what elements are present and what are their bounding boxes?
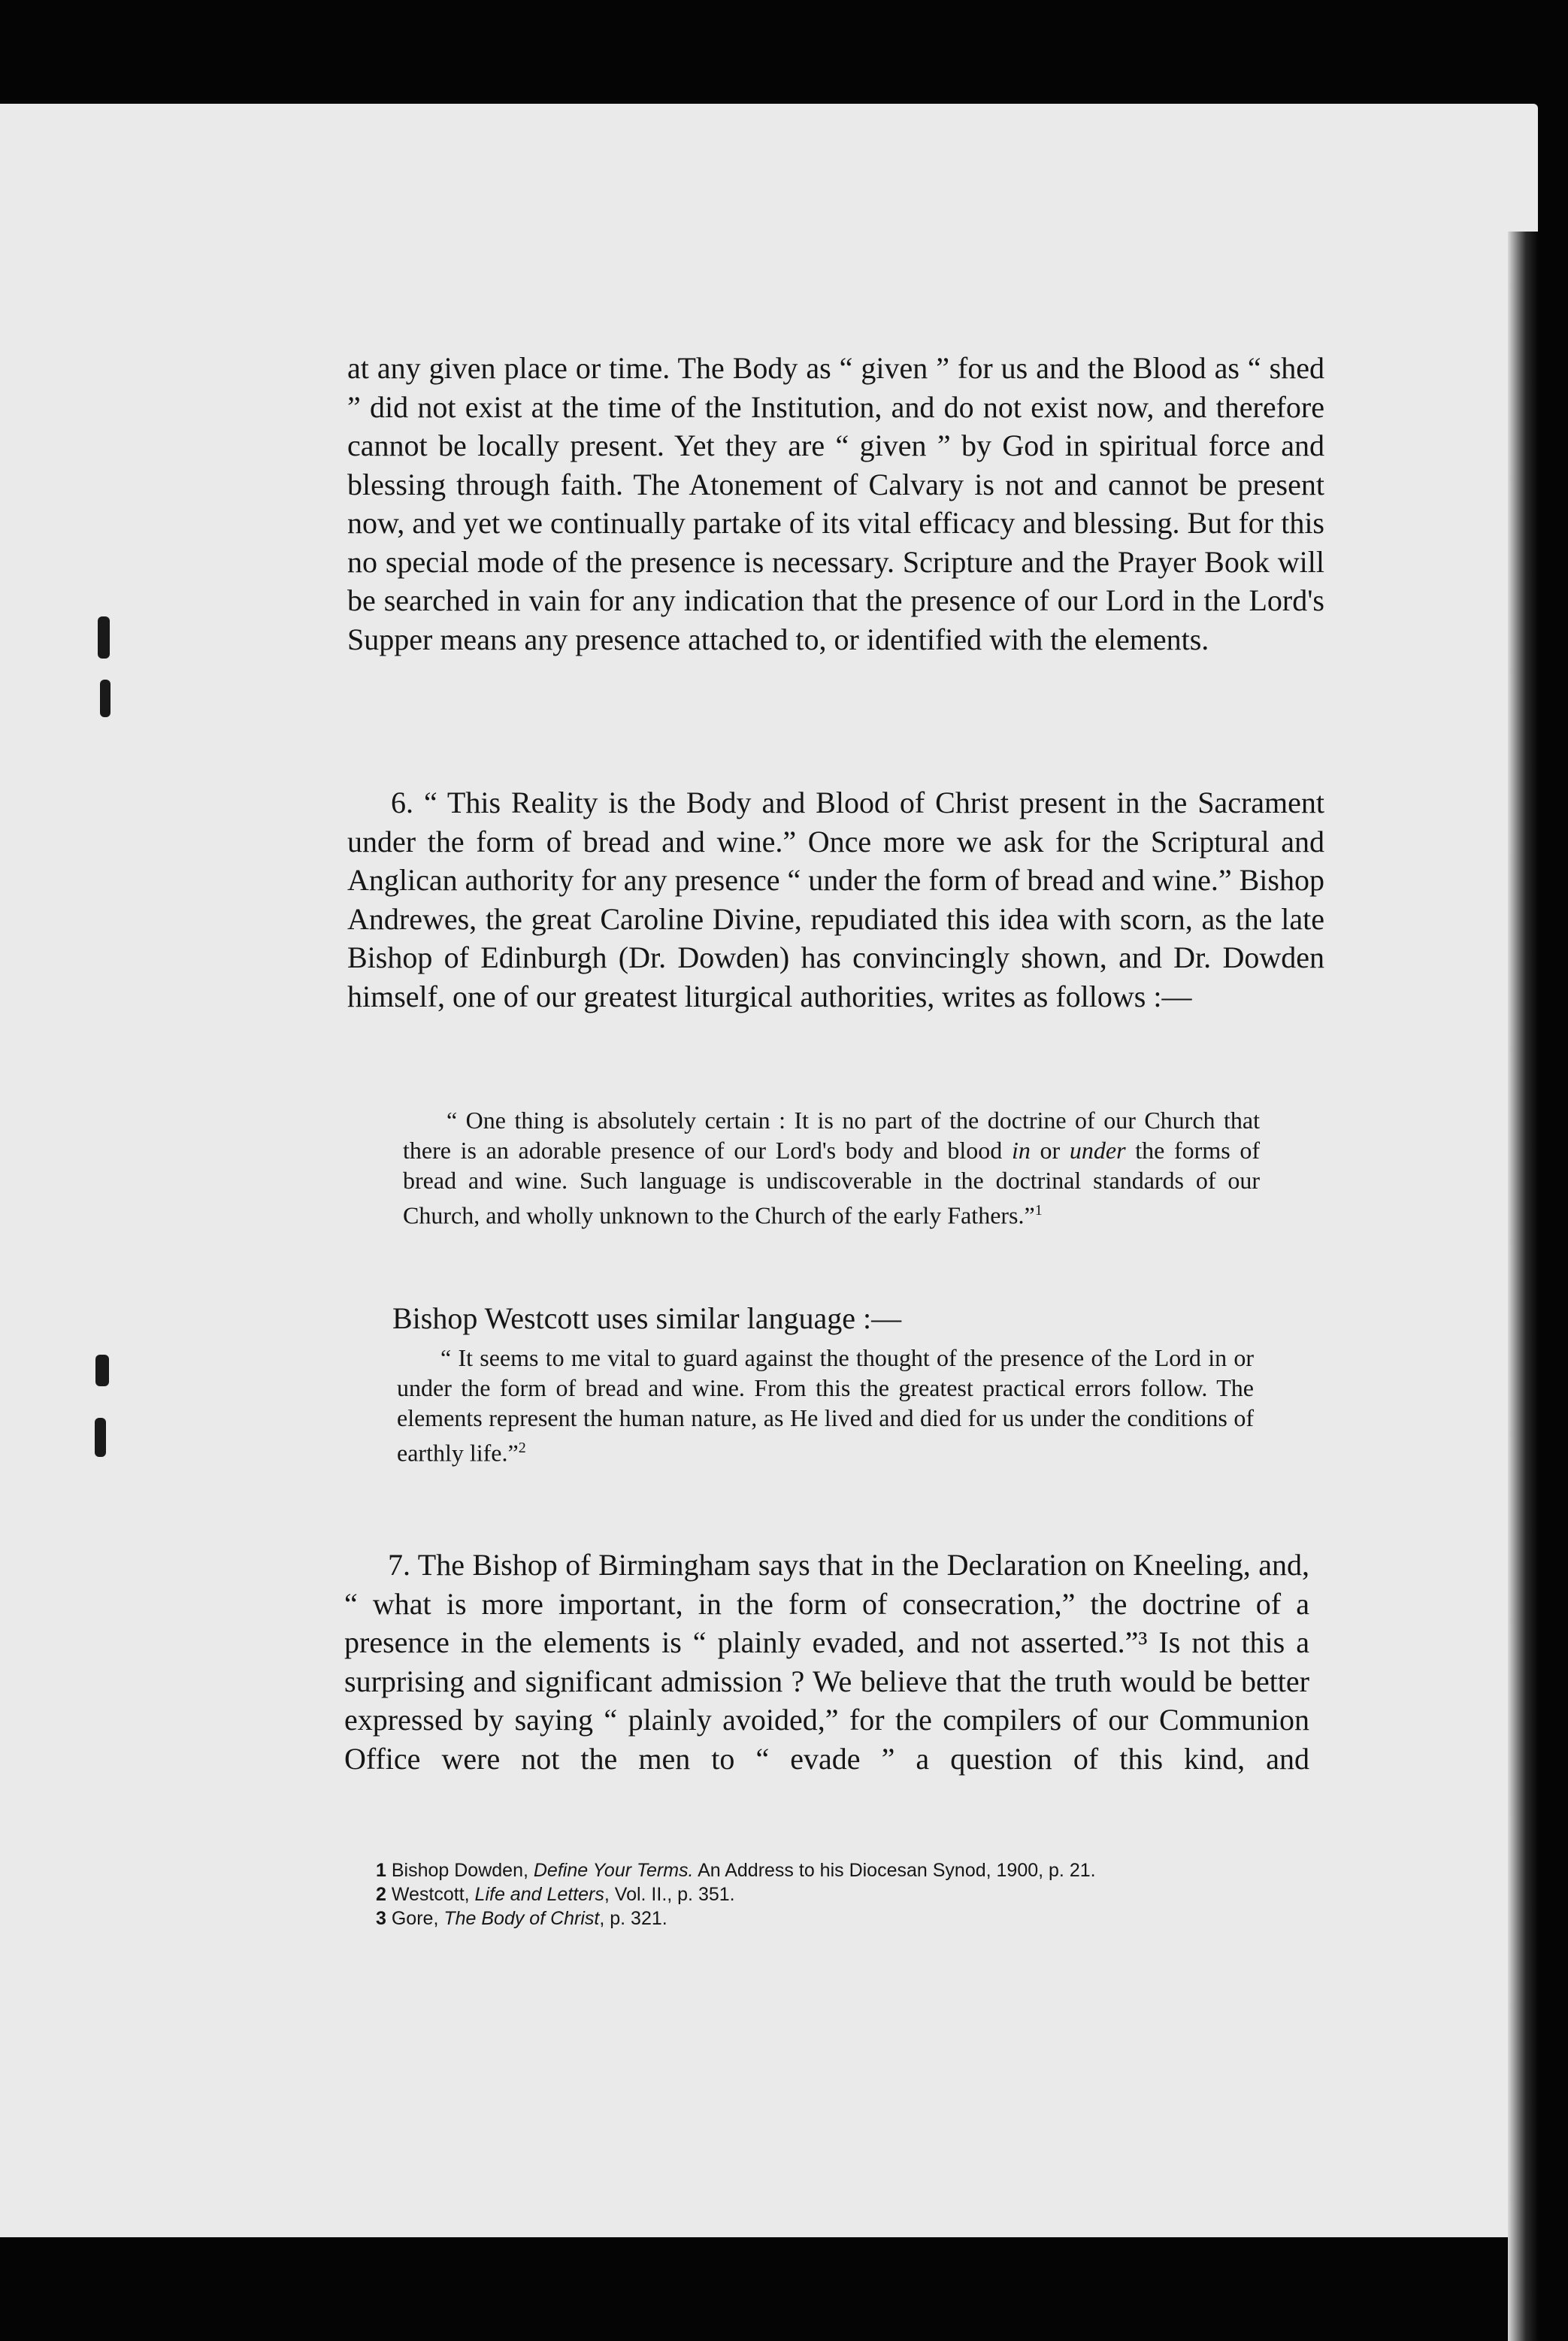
westcott-quote: [397, 1343, 1254, 1468]
paragraph-continuation: [347, 349, 1324, 659]
footnotes: [376, 1858, 1323, 1931]
dowden-quote: [403, 1105, 1260, 1231]
footnote-number: 3: [376, 1908, 386, 1929]
footnote-1: [376, 1858, 1323, 1882]
footnote-author: Gore,: [391, 1908, 444, 1929]
paragraph-point-7: [344, 1546, 1309, 1778]
footnote-2: [376, 1882, 1323, 1906]
block-quote: [403, 1105, 1260, 1231]
footnote-detail: , p. 321.: [599, 1908, 667, 1929]
block-quote: [397, 1343, 1254, 1468]
footnote-ref: 2: [518, 1440, 526, 1456]
paragraph-point-6: [347, 783, 1324, 1016]
westcott-intro: [392, 1299, 1294, 1338]
body-paragraph: Bishop Westcott uses similar language :—: [392, 1301, 902, 1335]
quote-text: “ One thing is absolutely certain : It is no part of the doctrine of our Church that there is an adorable presence of our Lord's body and blood: [403, 1107, 1260, 1164]
body-paragraph: 7. The Bishop of Birmingham says that in the Declaration on Kneeling, and, “ what is more important, in the form of consecration,” the doctrine of a presence in the elements is “ plainly evaded, and not asserted.”³ Is not this a surprising and significant admission ? We believe that the truth would be better expressed by saying “ plainly avoided,” for the compilers of our Communion Office were not the men to “ evade ” a question of this kind, and: [344, 1548, 1309, 1776]
footnote-title: Define Your Terms.: [533, 1860, 694, 1881]
quote-emphasis: in: [1011, 1137, 1031, 1164]
quote-emphasis: under: [1069, 1137, 1126, 1164]
footnote-author: Westcott,: [391, 1884, 475, 1905]
footnote-title: Life and Letters: [474, 1884, 604, 1905]
footnote-number: 1: [376, 1860, 386, 1881]
footnote-detail: , Vol. II., p. 351.: [604, 1884, 735, 1905]
footnote-detail: An Address to his Diocesan Synod, 1900, p. 21.: [693, 1860, 1096, 1881]
footnote-number: 2: [376, 1884, 386, 1905]
footnote-title: The Body of Christ: [443, 1908, 600, 1929]
margin-mark: [95, 1418, 106, 1457]
quote-text: the forms of bread and wine. Such language is undiscoverable in the doctrinal standards of our Church, and wholly unknown to the Church of the early Fathers.”: [403, 1137, 1261, 1229]
footnote-3: [376, 1906, 1323, 1931]
margin-mark: [100, 680, 110, 717]
margin-mark: [98, 616, 110, 659]
body-paragraph: 6. “ This Reality is the Body and Blood of Christ present in the Sacrament under the form of bread and wine.” Once more we ask for the Scriptural and Anglican authority for any presence “ under the form of bread and wine.” Bishop Andrewes, the great Caroline Divine, repudiated this idea with scorn, as the late Bishop of Edinburgh (Dr. Dowden) has convincingly shown, and Dr. Dowden himself, one of our greatest liturgical authorities, writes as follows :—: [347, 786, 1324, 1013]
page-edge-shadow: [1508, 232, 1538, 2341]
footnote-ref: 1: [1034, 1202, 1043, 1219]
margin-mark: [95, 1355, 109, 1386]
footnote-author: Bishop Dowden,: [391, 1860, 534, 1881]
quote-text: “ It seems to me vital to guard against the thought of the presence of the Lord in or under the form of bread and wine. From this the greatest practical errors follow. The elements represent the human nature, as He lived and died for us under the conditions of earthly life.”: [397, 1344, 1254, 1467]
book-page: [0, 104, 1538, 2237]
body-paragraph: at any given place or time. The Body as “ given ” for us and the Blood as “ shed ” did not exist at the time of the Institution, and do not exist now, and therefore cannot be locally present. Yet they are “ given ” by God in spiritual force and blessing through faith. The Atonement of Calvary is not and cannot be present now, and yet we continually partake of its vital efficacy and blessing. But for this no special mode of the presence is necessary. Scripture and the Prayer Book will be searched in vain for any indication that the presence of our Lord in the Lord's Supper means any presence attached to, or identified with the elements.: [347, 351, 1324, 656]
quote-text: or: [1030, 1137, 1070, 1164]
